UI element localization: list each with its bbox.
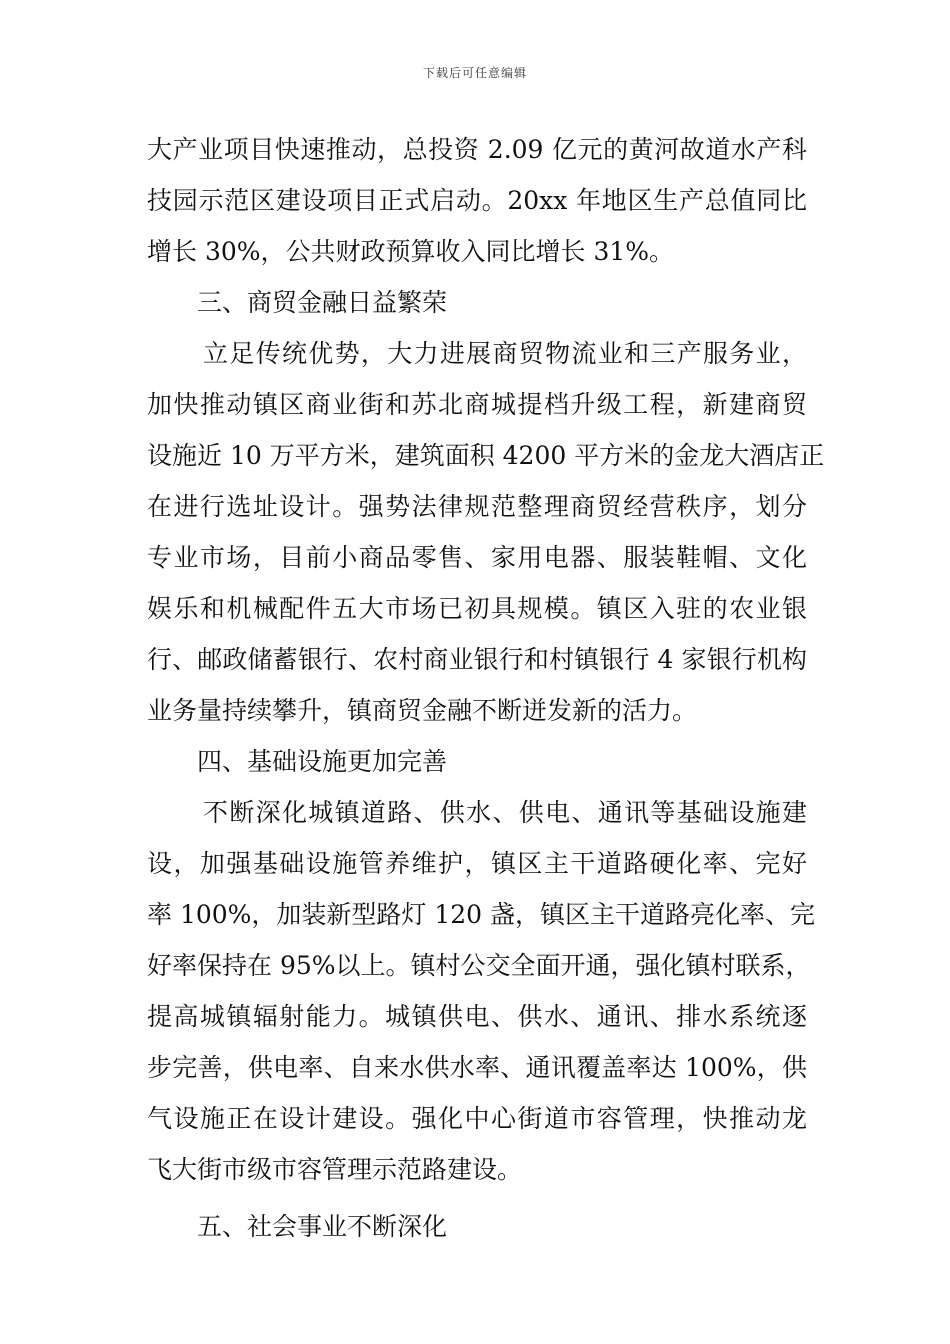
text-line: 设施近 10 万平方米，建筑面积 4200 平方米的金龙大酒店正 xyxy=(147,441,825,470)
text-line: 气设施正在设计建设。强化中心街道市容管理，快推动龙 xyxy=(147,1104,807,1133)
paragraph-last-line: 飞大街市级市容管理示范路建设。 xyxy=(147,1155,523,1184)
paragraph-last-line: 增长 30%，公共财政预算收入同比增长 31%。 xyxy=(147,237,675,266)
text-line: 步完善，供电率、自来水供水率、通讯覆盖率达 100%，供 xyxy=(147,1053,807,1082)
paragraph-first-line: 立足传统优势，大力进展商贸物流业和三产服务业， xyxy=(203,339,807,368)
text-line: 技园示范区建设项目正式启动。20xx 年地区生产总值同比 xyxy=(147,186,807,215)
section-heading: 五、社会事业不断深化 xyxy=(197,1212,448,1241)
text-line: 提高城镇辐射能力。城镇供电、供水、通讯、排水系统逐 xyxy=(147,1002,807,1031)
text-line: 大产业项目快速推动，总投资 2.09 亿元的黄河故道水产科 xyxy=(147,135,807,164)
text-line: 加快推动镇区商业街和苏北商城提档升级工程，新建商贸 xyxy=(147,390,807,419)
section-heading: 四、基础设施更加完善 xyxy=(197,747,448,776)
text-line: 在进行选址设计。强势法律规范整理商贸经营秩序，划分 xyxy=(147,492,807,521)
text-line: 设，加强基础设施管养维护，镇区主干道路硬化率、完好 xyxy=(147,849,807,878)
text-line: 行、邮政储蓄银行、农村商业银行和村镇银行 4 家银行机构 xyxy=(147,645,807,674)
paragraph-first-line: 不断深化城镇道路、供水、供电、通讯等基础设施建 xyxy=(203,798,807,827)
text-line: 娱乐和机械配件五大市场已初具规模。镇区入驻的农业银 xyxy=(147,594,807,623)
text-line: 专业市场，目前小商品零售、家用电器、服装鞋帽、文化 xyxy=(147,543,807,572)
paragraph-last-line: 业务量持续攀升，镇商贸金融不断迸发新的活力。 xyxy=(147,696,698,725)
document-body xyxy=(147,124,825,1252)
section-heading: 三、商贸金融日益繁荣 xyxy=(197,288,448,317)
text-line: 率 100%，加装新型路灯 120 盏，镇区主干道路亮化率、完 xyxy=(147,900,816,929)
page-header: 下载后可任意编辑 xyxy=(422,66,527,80)
text-line: 好率保持在 95%以上。镇村公交全面开通，强化镇村联系， xyxy=(147,951,811,980)
